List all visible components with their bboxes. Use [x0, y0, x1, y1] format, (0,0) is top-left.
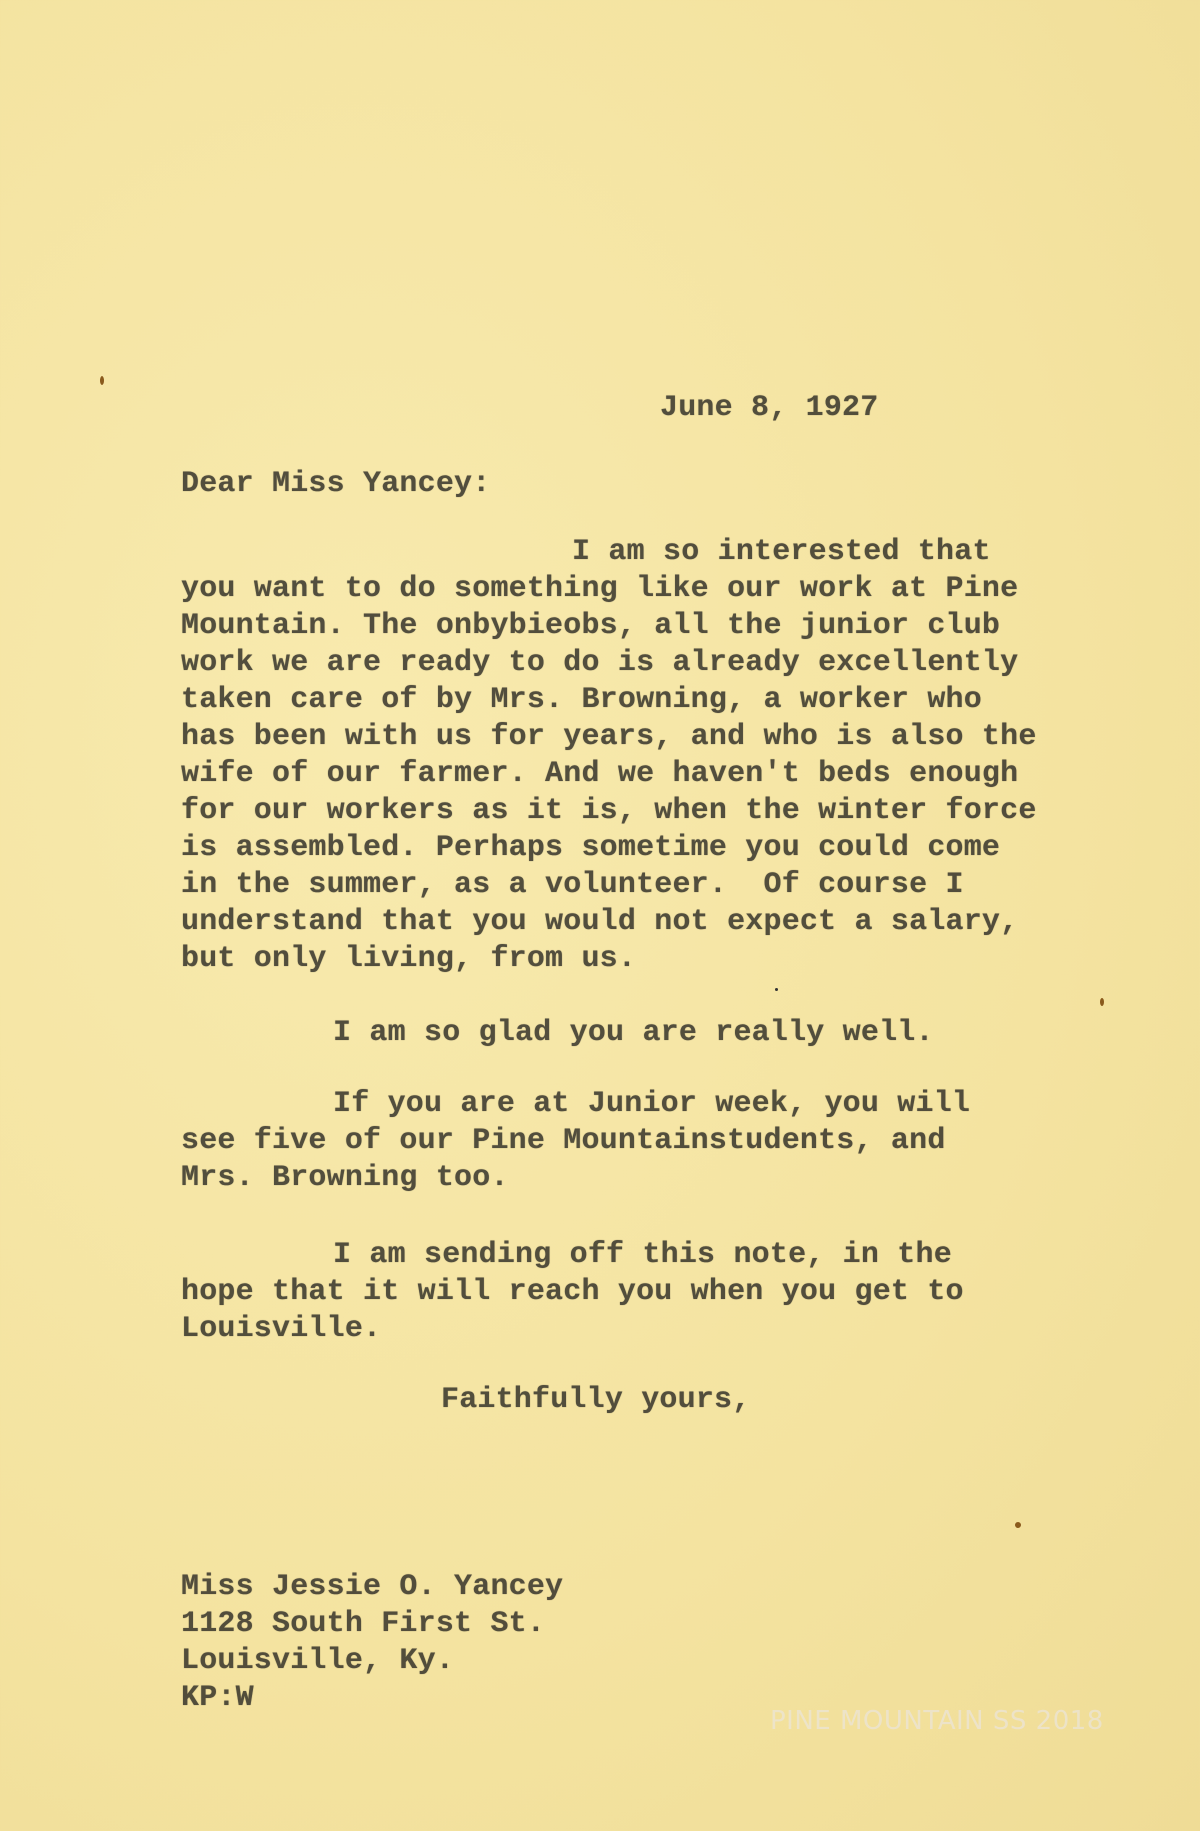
paragraph-3 — [181, 1086, 971, 1197]
body-line: you want to do something like our work at Pine — [181, 572, 1019, 606]
body-line: hope that it will reach you when you get to — [181, 1275, 964, 1309]
body-line: for our workers as it is, when the winter force — [181, 794, 1037, 828]
body-line: wife of our farmer. And we haven't beds enough — [181, 757, 1019, 791]
body-line: Louisville. — [181, 1312, 382, 1346]
letter-date: June 8, 1927 — [660, 391, 879, 425]
recipient-address — [181, 1569, 563, 1717]
body-line: taken care of by Mrs. Browning, a worker who — [181, 683, 982, 717]
body-line: Mountain. The onbybieobs, all the junior club — [181, 609, 1001, 643]
paragraph-4 — [181, 1237, 964, 1348]
body-line: I am sending off this note, in the — [333, 1238, 952, 1272]
paper-speck — [100, 376, 104, 385]
watermark: PINE MOUNTAIN SS 2018 — [770, 1706, 1104, 1736]
paragraph-1 — [181, 534, 1037, 978]
body-line: I am so interested that — [572, 535, 991, 569]
body-line: has been with us for years, and who is also the — [181, 720, 1037, 754]
body-line: but only living, from us. — [181, 942, 637, 976]
paper-speck — [1100, 998, 1104, 1006]
address-line: Miss Jessie O. Yancey — [181, 1570, 564, 1604]
body-line: If you are at Junior week, you will — [333, 1087, 971, 1121]
address-line: 1128 South First St. — [181, 1607, 546, 1641]
body-line: is assembled. Perhaps sometime you could come — [181, 831, 1001, 865]
paper-speck — [1015, 1522, 1021, 1528]
address-line: Louisville, Ky. — [181, 1644, 455, 1678]
paragraph-2 — [181, 1015, 934, 1052]
salutation: Dear Miss Yancey: — [181, 467, 491, 501]
body-line: see five of our Pine Mountainstudents, and — [181, 1124, 946, 1158]
body-line: I am so glad you are really well. — [333, 1016, 934, 1050]
reference-initials: KP:W — [181, 1681, 254, 1715]
body-line: in the summer, as a volunteer. Of course I — [181, 868, 964, 902]
body-line: Mrs. Browning too. — [181, 1161, 509, 1195]
closing: Faithfully yours, — [441, 1383, 751, 1417]
body-line: understand that you would not expect a salary, — [181, 905, 1019, 939]
body-line: work we are ready to do is already excellently — [181, 646, 1019, 680]
paper-speck — [775, 988, 778, 991]
